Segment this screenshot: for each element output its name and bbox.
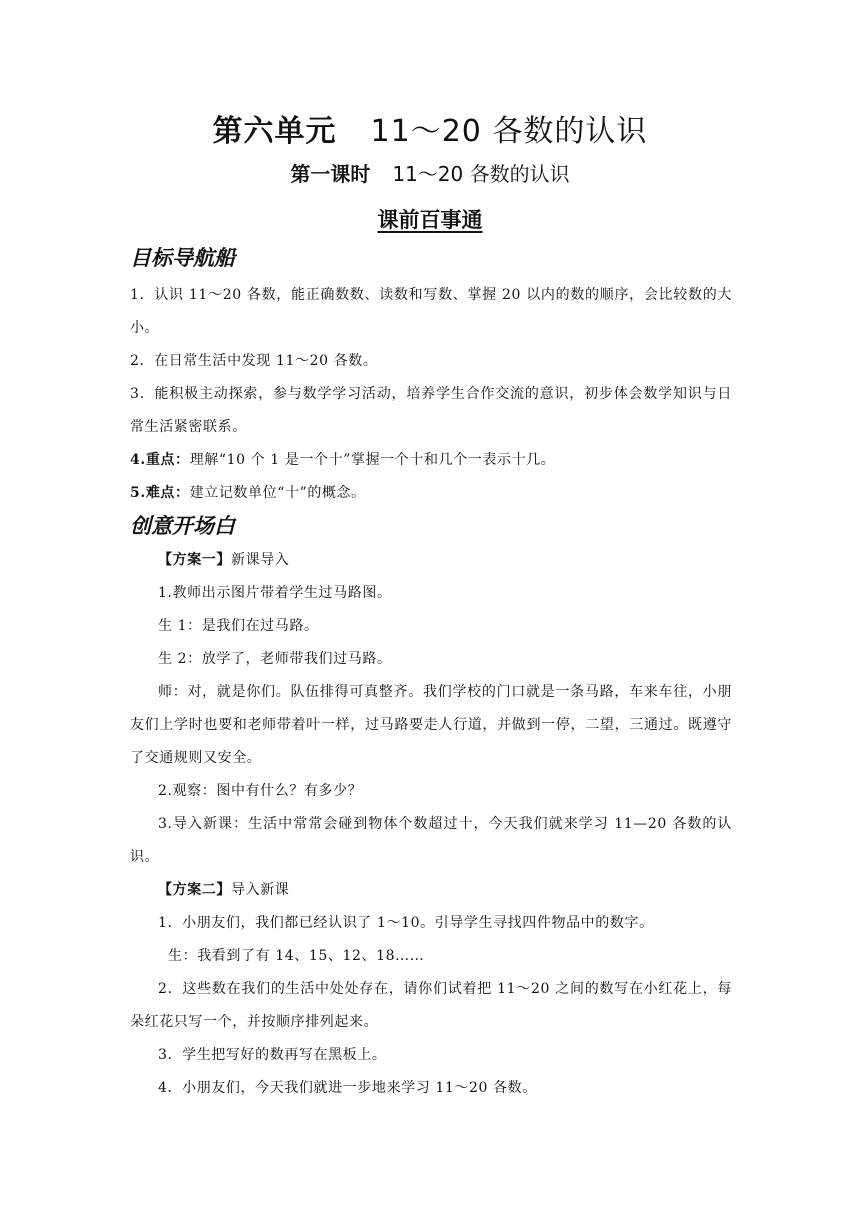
- plan1-line-2: 生 1：是我们在过马路。: [158, 618, 319, 634]
- plan1-line-5: 2.观察：图中有什么？有多少？: [158, 783, 363, 799]
- unit-number: 第六单元: [212, 114, 337, 149]
- plan2-title: 导入新课: [231, 882, 290, 898]
- plan2-heading: [130, 874, 732, 907]
- plan2-line-1: 1．小朋友们，我们都已经认识了 1～10。引导学生寻找四件物品中的数字。: [158, 915, 654, 931]
- plan1-title: 新课导入: [231, 552, 290, 568]
- goals-heading: 目标导航船: [130, 246, 235, 270]
- plan1-heading: [130, 544, 732, 577]
- key-point-text: 理解“10 个 1 是一个十”掌握一个十和几个一表示十几。: [189, 452, 556, 468]
- lesson-label: 第一课时: [290, 162, 371, 186]
- plan2-line-2: 生：我看到了有 14、15、12、18……: [168, 948, 425, 964]
- section-title: 课前百事通: [377, 208, 483, 232]
- difficulty-text: 建立记数单位“十”的概念。: [189, 485, 366, 501]
- goal-key-point: [130, 444, 732, 477]
- opening-heading: 创意开场白: [130, 514, 235, 538]
- unit-range: 11～20 各数的认识: [370, 114, 648, 149]
- plan1-line-4: 师：对，就是你们。队伍排得可真整齐。我们学校的门口就是一条马路，车来车往，小朋友们上学时也要和老师带着叶一样，过马路要走人行道，并做到一停，二望，三通过。既遵守了交通规则又安全。: [130, 684, 732, 766]
- plan1-line-3: 生 2：放学了，老师带我们过马路。: [158, 651, 392, 667]
- goal-item-1: 1．认识 11～20 各数，能正确数数、读数和写数、掌握 20 以内的数的顺序，会比较数的大小。: [130, 287, 732, 336]
- plan2-line-4: 3．学生把写好的数再写在黑板上。: [158, 1047, 387, 1063]
- key-point-label: 4.重点：: [130, 452, 190, 468]
- plan1-line-6: 3.导入新课：生活中常常会碰到物体个数超过十，今天我们就来学习 11—20 各数的认识。: [130, 816, 732, 865]
- goal-item-3: 3．能积极主动探索，参与数学学习活动，培养学生合作交流的意识，初步体会数学知识与日常生活紧密联系。: [130, 386, 732, 435]
- unit-title: [0, 106, 860, 150]
- goal-item-2: 2．在日常生活中发现 11～20 各数。: [130, 353, 378, 369]
- difficulty-label: 5.难点：: [130, 485, 190, 501]
- lesson-range: 11～20 各数的认识: [392, 162, 570, 186]
- plan1-line-1: 1.教师出示图片带着学生过马路图。: [158, 585, 392, 601]
- goal-difficulty: [130, 477, 732, 510]
- plan2-line-3: 2．这些数在我们的生活中处处存在，请你们试着把 11～20 之间的数写在小红花上，每朵红花只写一个，并按顺序排列起来。: [130, 981, 732, 1030]
- lesson-title: [0, 158, 860, 187]
- plan1-label: 【方案一】: [158, 552, 231, 568]
- plan2-label: 【方案二】: [158, 882, 231, 898]
- plan2-line-5: 4．小朋友们，今天我们就进一步地来学习 11～20 各数。: [158, 1080, 537, 1096]
